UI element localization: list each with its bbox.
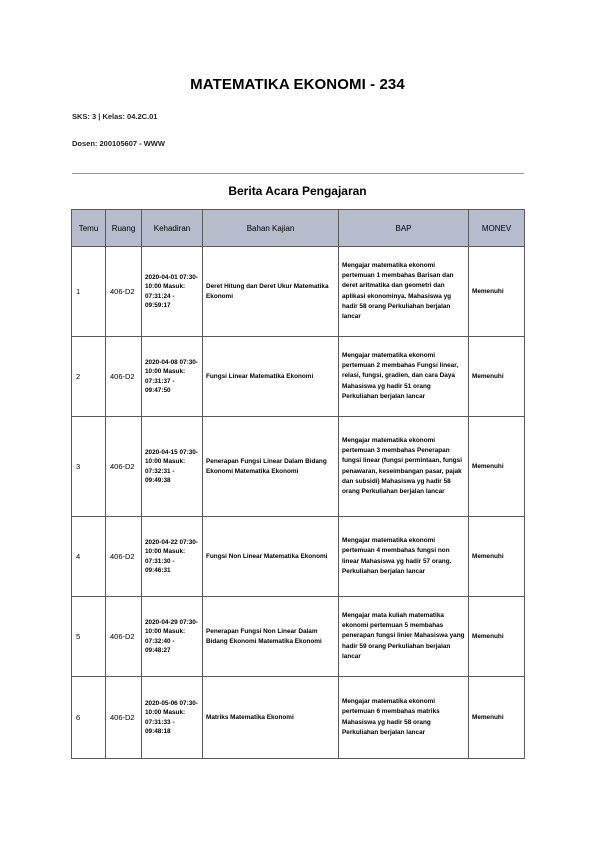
- cell-temu: 6: [72, 677, 106, 759]
- cell-kehadiran: 2020-04-01 07:30-10:00 Masuk: 07:31:24 - 09:59:17: [142, 247, 203, 337]
- cell-kehadiran: 2020-04-29 07:30-10:00 Masuk: 07:32:40 - 09:48:27: [142, 597, 203, 677]
- cell-kehadiran: 2020-05-06 07:30-10:00 Masuk: 07:31:33 - 09:48:18: [142, 677, 203, 759]
- cell-bap: Mengajar matematika ekonomi pertemuan 2 membahas Fungsi linear, relasi, fungsi, gradien, dan cara Daya Mahasiswa yg hadir 51 orang Perkuliahan berjalan lancar: [339, 337, 469, 417]
- section-title: Berita Acara Pengajaran: [228, 184, 367, 198]
- cell-monev: Memenuhi: [469, 597, 525, 677]
- cell-bap: Mengajar mata kuliah matematika ekonomi pertemuan 5 membahas penerapan fungsi linier Mahasiswa yang hadir 59 orang Perkuliahan berjalan lancar: [339, 597, 469, 677]
- column-header-bahan-kajian: Bahan Kajian: [203, 210, 339, 247]
- lecturer-info: Dosen: 200105607 - WWW: [72, 139, 165, 148]
- cell-monev: Memenuhi: [469, 677, 525, 759]
- cell-kehadiran: 2020-04-15 07:30-10:00 Masuk: 07:32:31 - 09:49:38: [142, 417, 203, 517]
- cell-temu: 1: [72, 247, 106, 337]
- cell-bahan-kajian: Penerapan Fungsi Linear Dalam Bidang Ekonomi Matematika Ekonomi: [203, 417, 339, 517]
- cell-bahan-kajian: Matriks Matematika Ekonomi: [203, 677, 339, 759]
- column-header-temu: Temu: [72, 210, 106, 247]
- cell-ruang: 406-D2: [106, 337, 142, 417]
- table-row: [72, 417, 525, 517]
- cell-ruang: 406-D2: [106, 597, 142, 677]
- table-row: [72, 517, 525, 597]
- cell-bahan-kajian: Deret Hitung dan Deret Ukur Matematika Ekonomi: [203, 247, 339, 337]
- cell-bap: Mengajar matematika ekonomi pertemuan 6 membahas matriks Mahasiswa yg hadir 58 orang Perkuliahan berjalan lancar: [339, 677, 469, 759]
- cell-bahan-kajian: Fungsi Non Linear Matematika Ekonomi: [203, 517, 339, 597]
- table-row: [72, 247, 525, 337]
- cell-ruang: 406-D2: [106, 247, 142, 337]
- column-header-kehadiran: Kehadiran: [142, 210, 203, 247]
- cell-monev: Memenuhi: [469, 417, 525, 517]
- divider-line: [72, 173, 524, 174]
- cell-ruang: 406-D2: [106, 517, 142, 597]
- course-title: MATEMATIKA EKONOMI - 234: [190, 76, 405, 93]
- column-header-ruang: Ruang: [106, 210, 142, 247]
- table-row: [72, 597, 525, 677]
- table-row: [72, 677, 525, 759]
- table-header-row: [72, 210, 525, 247]
- cell-monev: Memenuhi: [469, 517, 525, 597]
- column-header-bap: BAP: [339, 210, 469, 247]
- cell-bap: Mengajar matematika ekonomi pertemuan 3 membahas Penerapan fungsi linear (fungsi permintaan, fungsi penawaran, keseimbangan pasar, pajak dan subsidi) Mahasiswa yg hadir 58 orang Perkuliahan berjalan lancar: [339, 417, 469, 517]
- cell-bap: Mengajar matematika ekonomi pertemuan 4 membahas fungsi non linear Mahasiswa yg hadir 57 orang. Perkuliahan berjalan lancar: [339, 517, 469, 597]
- cell-monev: Memenuhi: [469, 247, 525, 337]
- table-row: [72, 337, 525, 417]
- cell-monev: Memenuhi: [469, 337, 525, 417]
- cell-bahan-kajian: Fungsi Linear Matematika Ekonomi: [203, 337, 339, 417]
- cell-kehadiran: 2020-04-22 07:30-10:00 Masuk: 07:31:30 - 09:46:31: [142, 517, 203, 597]
- cell-temu: 5: [72, 597, 106, 677]
- cell-bap: Mengajar matematika ekonomi pertemuan 1 membahas Barisan dan deret aritmatika dan geometri dan aplikasi ekonominya. Mahasiswa yg hadir 58 orang Perkuliahan berjalan lancar: [339, 247, 469, 337]
- column-header-monev: MONEV: [469, 210, 525, 247]
- cell-temu: 2: [72, 337, 106, 417]
- teaching-report-table: [71, 209, 525, 759]
- cell-temu: 3: [72, 417, 106, 517]
- cell-temu: 4: [72, 517, 106, 597]
- sks-class-info: SKS: 3 | Kelas: 04.2C.01: [72, 112, 158, 121]
- cell-ruang: 406-D2: [106, 417, 142, 517]
- cell-ruang: 406-D2: [106, 677, 142, 759]
- cell-kehadiran: 2020-04-08 07:30-10:00 Masuk: 07:31:37 - 09:47:50: [142, 337, 203, 417]
- cell-bahan-kajian: Penerapan Fungsi Non Linear Dalam Bidang Ekonomi Matematika Ekonomi: [203, 597, 339, 677]
